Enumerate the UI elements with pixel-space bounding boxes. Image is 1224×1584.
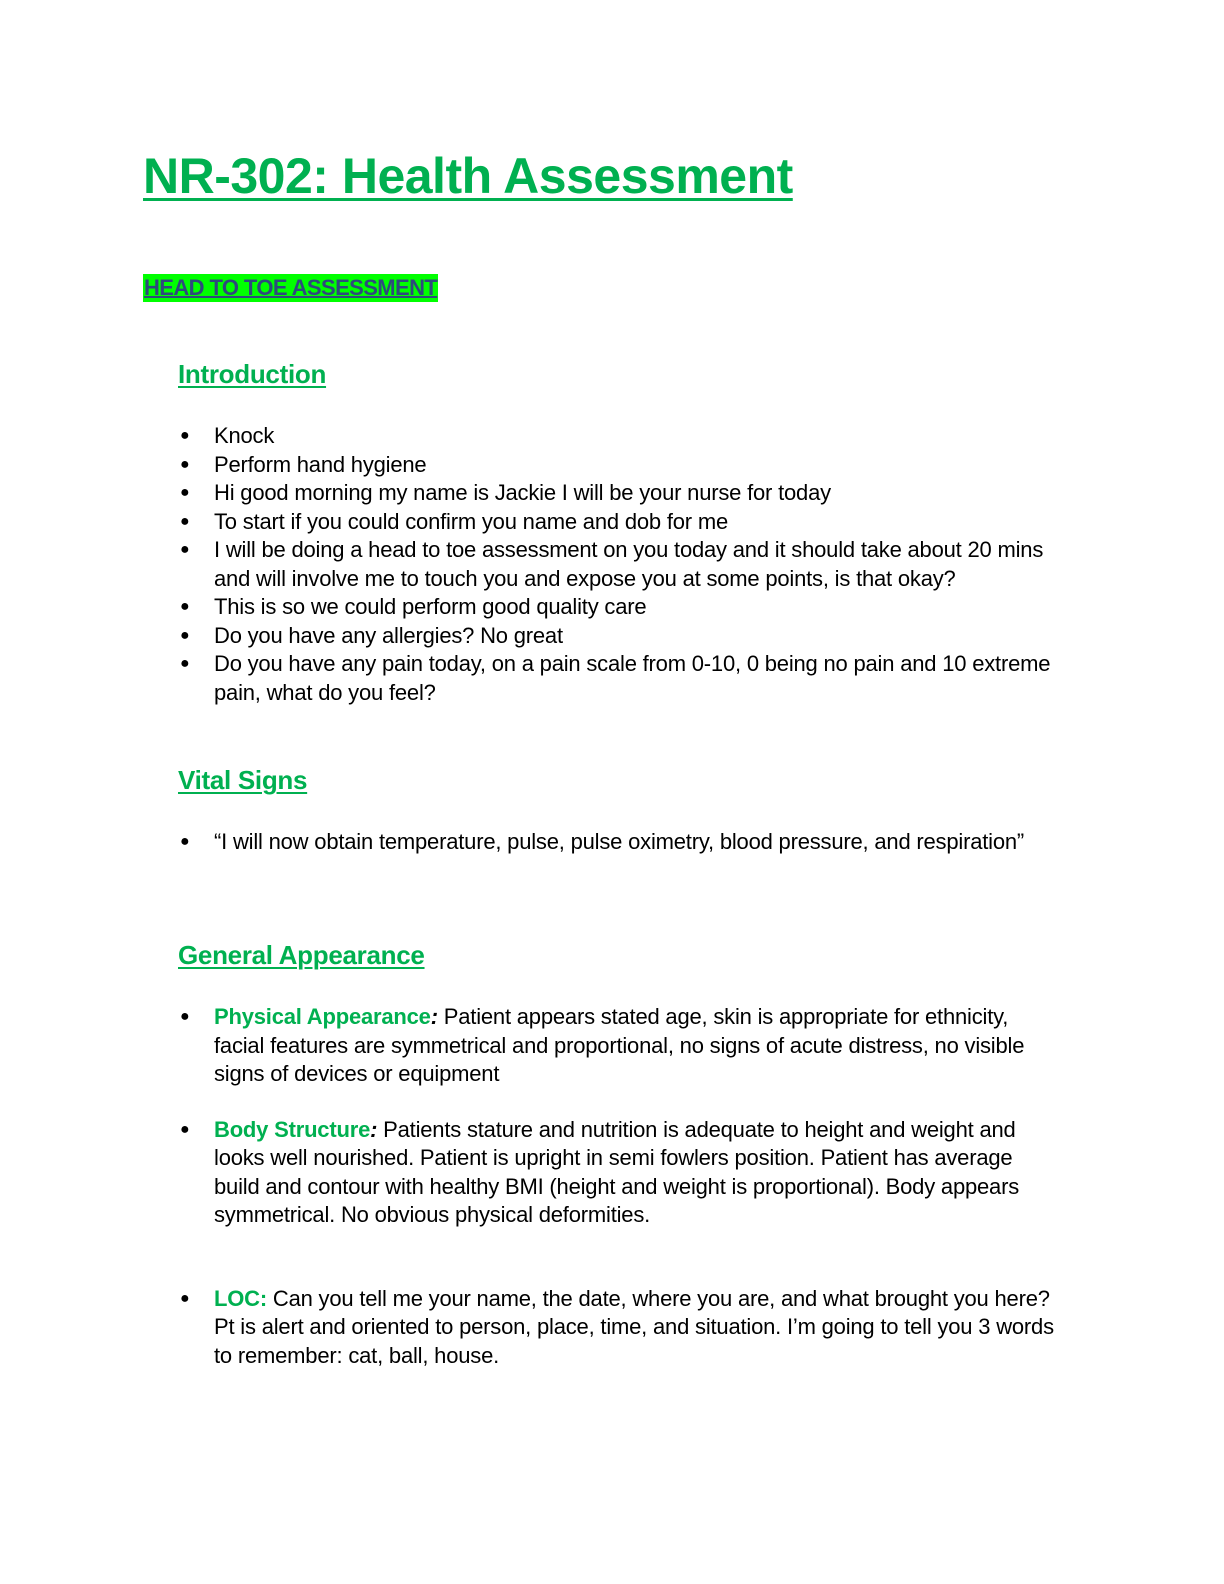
bullet-icon: ● bbox=[180, 626, 190, 644]
bullet-icon: ● bbox=[180, 833, 190, 850]
list-item: ● I will be doing a head to toe assessment on you today and it should take about 20 mins and will involve me to touch you and expose you at some points, is that okay? bbox=[180, 537, 1044, 591]
list-item: ● Knock bbox=[178, 422, 1058, 451]
bullet-icon: ● bbox=[180, 541, 190, 558]
document-subtitle: HEAD TO TOE ASSESSMENT bbox=[144, 275, 438, 300]
section-heading-vital-signs: Vital Signs bbox=[178, 765, 308, 795]
bullet-icon: ● bbox=[180, 655, 190, 672]
bullet-icon: ● bbox=[180, 1289, 190, 1307]
bullet-icon: ● bbox=[180, 427, 190, 444]
bullet-icon: ● bbox=[180, 598, 190, 615]
list-item: ● Do you have any allergies? No great bbox=[178, 622, 1058, 651]
list-item: ● “I will now obtain temperature, pulse, pulse oximetry, blood pressure, and respiration” bbox=[178, 828, 1058, 857]
list-item: ● Perform hand hygiene bbox=[178, 451, 1058, 480]
bullet-icon: ● bbox=[180, 512, 190, 530]
introduction-list bbox=[178, 422, 1058, 707]
list-item: ● Physical Appearance: Patient appears stated age, skin is appropriate for ethnicity, facial features are symmetrical and proportional, no signs of acute distress, no visible signs of devices or equipment bbox=[180, 1004, 1025, 1086]
item-label: Body Structure bbox=[214, 1116, 371, 1142]
list-item: ● Do you have any pain today, on a pain scale from 0-10, 0 being no pain and 10 extreme pain, what do you feel? bbox=[180, 651, 1051, 705]
list-item: ● This is so we could perform good quality care bbox=[178, 593, 1058, 622]
item-label: Physical Appearance bbox=[214, 1004, 431, 1029]
bullet-icon: ● bbox=[180, 1120, 190, 1138]
list-item: ● LOC: Can you tell me your name, the date, where you are, and what brought you here? Pt is alert and oriented to person, place, time, and situation. I’m going to tell you 3 words to remember: cat, ball, house. bbox=[180, 1285, 1054, 1368]
general-appearance-list bbox=[178, 1003, 1058, 1370]
bullet-icon: ● bbox=[180, 484, 190, 501]
list-item: ● Hi good morning my name is Jackie I will be your nurse for today bbox=[178, 479, 1058, 508]
document-title: NR-302: Health Assessment bbox=[143, 148, 793, 204]
bullet-icon: ● bbox=[180, 1008, 190, 1025]
section-heading-introduction: Introduction bbox=[178, 359, 327, 389]
bullet-icon: ● bbox=[180, 455, 190, 473]
item-label: LOC: bbox=[214, 1285, 267, 1311]
section-heading-general-appearance: General Appearance bbox=[178, 940, 425, 970]
list-item: ● Body Structure: Patients stature and nutrition is adequate to height and weight and looks well nourished. Patient is upright in semi fowlers position. Patient has average build and contour with healthy BMI (height and weight is proportional). Body appears symmetrical. No obvious physical deformities. bbox=[180, 1116, 1020, 1227]
list-item: ● To start if you could confirm you name and dob for me bbox=[178, 508, 1058, 537]
vital-signs-list bbox=[178, 828, 1058, 857]
